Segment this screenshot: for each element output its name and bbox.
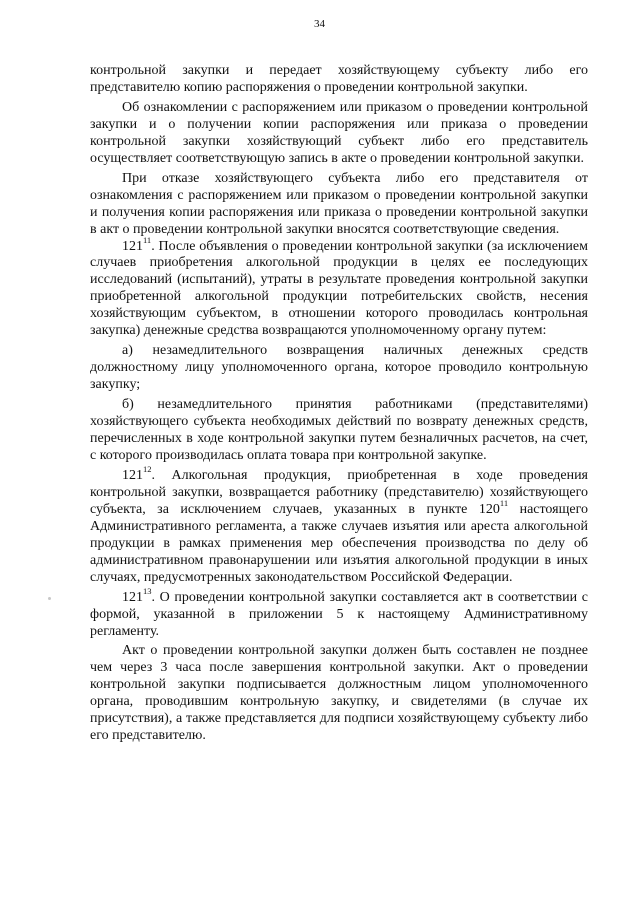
clause-121-13 — [90, 585, 588, 641]
clause-text: . О проведении контрольной закупки составляется акт в соответствии с формой, указанной в приложении 5 к настоящему Административному регламенту. — [90, 589, 588, 639]
page-number: 34 — [314, 18, 325, 30]
clause-number: 121 — [122, 467, 143, 483]
clause-superscript: 13 — [143, 585, 152, 596]
clause-121-11 — [90, 234, 588, 341]
reference-superscript: 11 — [499, 498, 509, 509]
document-body — [90, 63, 588, 745]
paragraph: При отказе хозяйствующего субъекта либо его представителя от ознакомления с распоряжением или приказом о проведении контрольной закупки и получения копии распоряжения или приказа о проведении контрольной закупки в акт о проведении контрольной закупки вносятся соответствующие сведения. — [90, 170, 588, 237]
paragraph: Об ознакомлении с распоряжением или приказом о проведении контрольной закупки и о получении копии распоряжения или приказа о проведении контрольной закупки хозяйствующий субъект либо его представитель осуществляет соответствующую запись в акте о проведении контрольной закупки. — [90, 99, 588, 166]
paragraph: Акт о проведении контрольной закупки должен быть составлен не позднее чем через 3 часа после завершения контрольной закупки. Акт о проведении контрольной закупки подписывается должностным лицом уполномоченного органа, проводившим контрольную закупку, и свидетелями (в случае их присутствия), а также представляется для подписи хозяйствующему субъекту либо его представителю. — [90, 643, 588, 744]
clause-superscript: 11 — [143, 234, 152, 245]
clause-121-12 — [90, 464, 588, 587]
list-item-b: б) незамедлительного принятия работниками (представителями) хозяйствующего субъекта необходимых действий по возврату денежных средств, перечисленных в ходе контрольной закупки путем безналичных расчетов, на счет, с которого производилась оплата товара при контрольной закупке. — [90, 397, 588, 463]
clause-number: 121 — [122, 238, 143, 254]
scan-mark — [48, 597, 51, 600]
clause-text: . После объявления о проведении контрольной закупки (за исключением случаев приобретения алкогольной продукции в целях ее последующих исследований (испытаний), утраты в результате проведения контрольной закупки приобретенной алкогольной продукции потребительских свойств, несения хозяйствующим субъектом, в отношении которого проводилась контрольная закупка) денежные средства возвращаются уполномоченному органу путем: — [90, 238, 588, 339]
clause-superscript: 12 — [143, 464, 152, 475]
clause-text-continued: настоящего Административного регламента, а также случаев изъятия или ареста алкогольной продукции в рамках применения мер обеспечения производства по делу об административном правонарушении или изъятия алкогольной продукции в иных случаях, предусмотренных законодательством Российской Федерации. — [90, 501, 588, 585]
clause-text: . Алкогольная продукция, приобретенная в ходе проведения контрольной закупки, возвращается работнику (представителю) хозяйствующего субъекта, за исключением случаев, указанных в пункте 120 — [90, 467, 588, 517]
clause-number: 121 — [122, 589, 143, 605]
paragraph: контрольной закупки и передает хозяйствующему субъекту либо его представителю копию распоряжения о проведении контрольной закупки. — [90, 63, 588, 95]
list-item-a: а) незамедлительного возвращения наличных денежных средств должностному лицу уполномоченного органа, которое проводило контрольную закупку; — [90, 343, 588, 393]
